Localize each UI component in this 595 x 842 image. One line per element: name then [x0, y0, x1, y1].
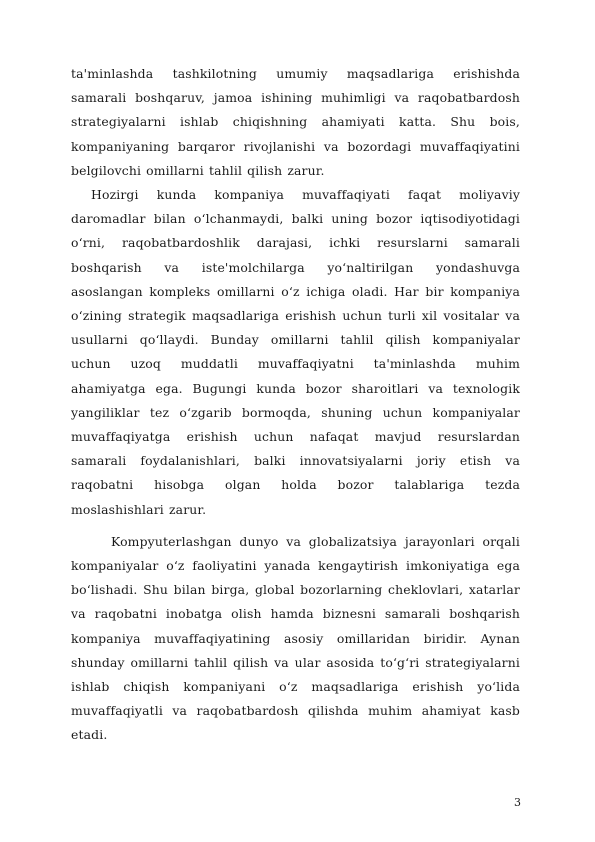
page-number: 3 — [514, 796, 521, 809]
document-page — [71, 62, 520, 748]
paragraph-globalization: Kompyuterlashgan dunyo va globalizatsiya jarayonlari orqali kompaniyalar o‘z faoliyatini yanada kengaytirish imkoniyatiga ega bo‘lishadi. Shu bilan birga, global bozorlarning cheklovlari, xatarlar va raqobatni inobatga olish hamda biznesni samarali boshqarish kompaniya muvaffaqiyatining asosiy omillaridan biridir. Aynan shunday omillarni tahlil qilish va ular asosida to‘g‘ri strategiyalarni ishlab chiqish kompaniyani o‘z maqsadlariga erishish yo‘lida muvaffaqiyatli va raqobatbardosh qilishda muhim ahamiyat kasb etadi. — [71, 533, 520, 743]
paragraph-company-success: Hozirgi kunda kompaniya muvaffaqiyati faqat moliyaviy daromadlar bilan o‘lchanmaydi, balki uning bozor iqtisodiyotidagi o‘rni, raqobatbardoshlik darajasi, ichki resurslarni samarali boshqarish va iste'molchilarga yo‘naltirilgan yondashuvga asoslangan kompleks omillarni o‘z ichiga oladi. Har bir kompaniya o‘zining strategik maqsadlariga erishish uchun turli xil vositalar va usullarni qo‘llaydi. Bunday omillarni tahlil qilish kompaniyalar uchun uzoq muddatli muvaffaqiyatni ta'minlashda muhim ahamiyatga ega. Bugungi kunda bozor sharoitlari va texnologik yangiliklar tez o‘zgarib bormoqda, shuning uchun kompaniyalar muvaffaqiyatga erishish uchun nafaqat mavjud resurslardan samarali foydalanishlari, balki innovatsiyalarni joriy etish va raqobatni hisobga olgan holda bozor talablariga tezda moslashishlari zarur. — [71, 187, 520, 517]
paragraph-continuation: ta'minlashda tashkilotning umumiy maqsadlariga erishishda samarali boshqaruv, jamoa ishining muhimligi va raqobatbardosh strategiyalarni ishlab chiqishning ahamiyati katta. Shu bois, kompaniyaning barqaror rivojlanishi va bozordagi muvaffaqiyatini belgilovchi omillarni tahlil qilish zarur. — [71, 66, 520, 178]
